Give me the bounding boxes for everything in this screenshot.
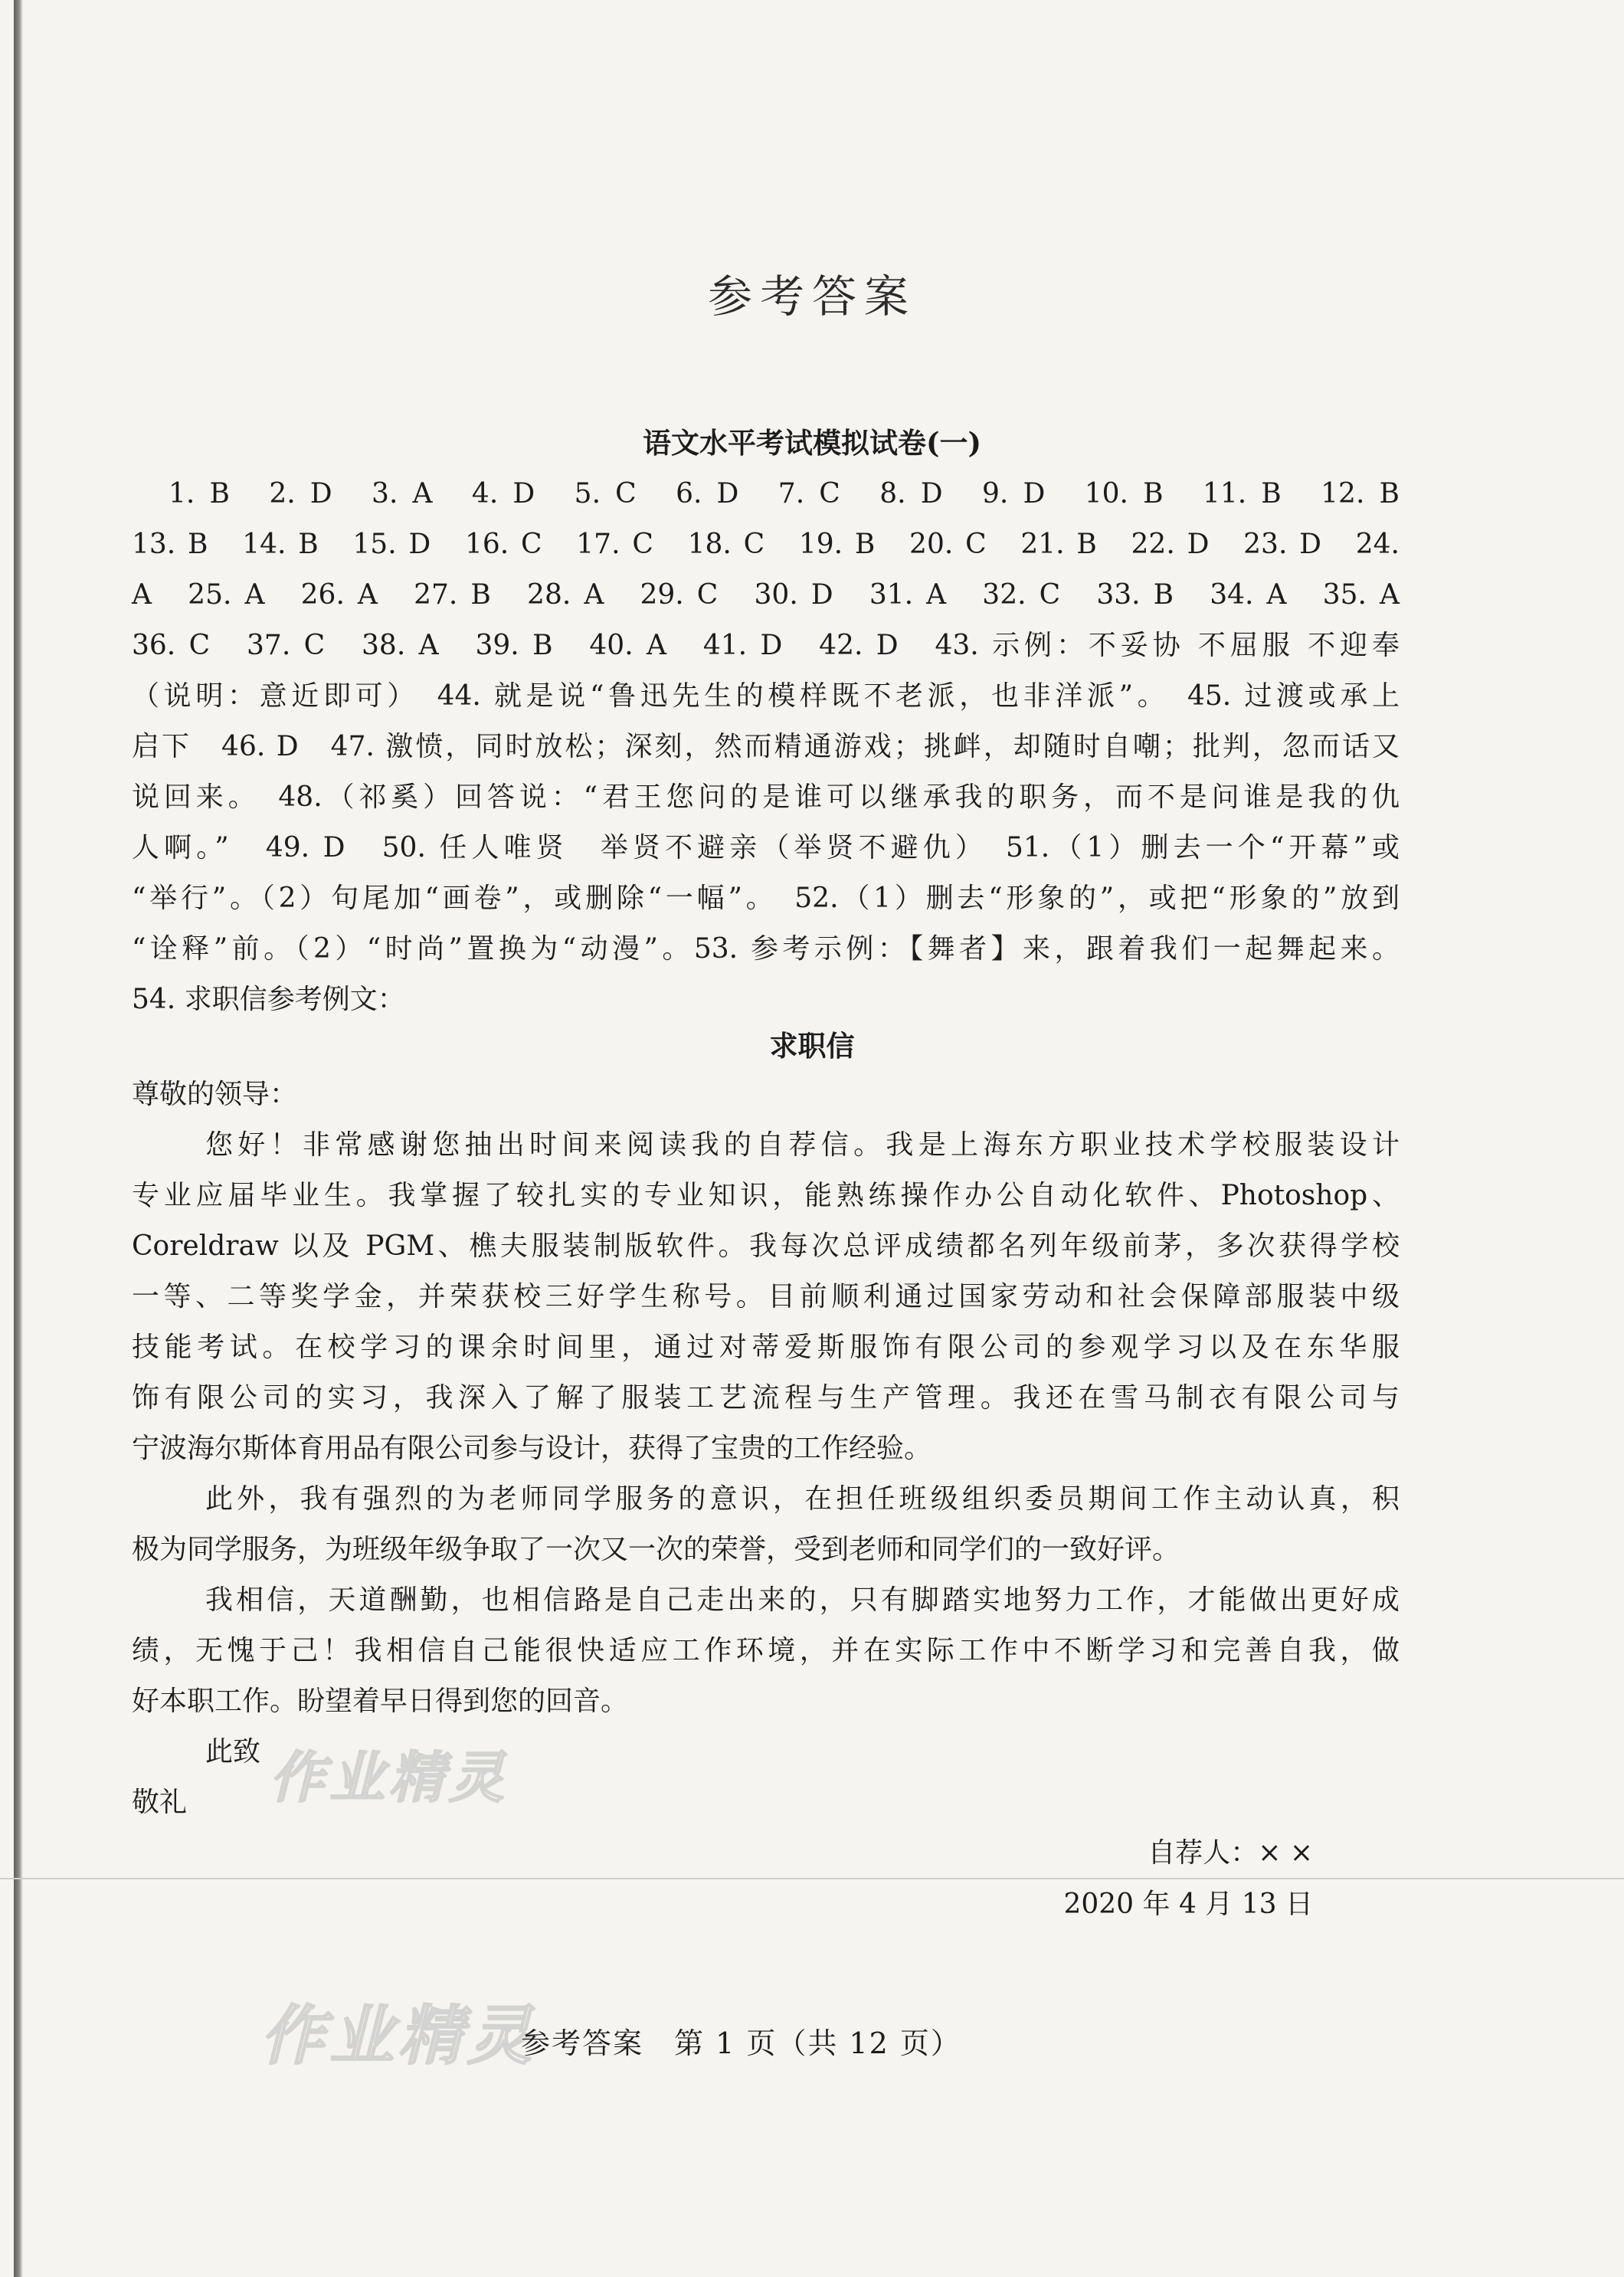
answer-line: 13. B 14. B 15. D 16. C 17. C 18. C 19. B 20. C 21. B 22. D 23. D 24.: [132, 529, 1400, 560]
watermark: 作业精灵: [270, 1745, 509, 1810]
letter-line: 我相信，天道酬勤，也相信路是自己走出来的，只有脚踏实地努力工作，才能做出更好成: [205, 1584, 1400, 1616]
divider-line: [0, 1878, 1624, 1879]
letter-line: 专业应届毕业生。我掌握了较扎实的专业知识，能熟练操作办公自动化软件、Photoshop、: [132, 1180, 1400, 1211]
letter-regards: 敬礼: [132, 1787, 188, 1818]
answer-line: （说明：意近即可） 44. 就是说“鲁迅先生的模样既不老派，也非洋派”。 45. 过渡或承上: [132, 680, 1400, 712]
answer-list: [132, 469, 1400, 1025]
answer-line: “诠释”前。（2）“时尚”置换为“动漫”。53. 参考示例：【舞者】来，跟着我们一起舞起来。: [132, 933, 1400, 965]
page-title: 参考答案: [707, 270, 916, 323]
section-title: 语文水平考试模拟试卷(一): [642, 426, 981, 460]
answer-line: 54. 求职信参考例文：: [132, 984, 405, 1015]
answer-line: A 25. A 26. A 27. B 28. A 29. C 30. D 31. A 32. C 33. B 34. A 35. A: [132, 579, 1400, 611]
letter-line: 此外，我有强烈的为老师同学服务的意识，在担任班级组织委员期间工作主动认真，积: [205, 1483, 1400, 1515]
letter-line: 好本职工作。盼望着早日得到您的回音。: [132, 1686, 629, 1717]
page-footer: 参考答案 第 1 页（共 12 页）: [521, 2026, 961, 2060]
letter-title: 求职信: [769, 1029, 855, 1063]
letter-salutation: 尊敬的领导：: [132, 1079, 298, 1110]
letter-body: [132, 1070, 1400, 1828]
answer-line: 说回来。 48.（祁奚）回答说：“君王您问的是谁可以继承我的职务，而不是问谁是我的仇: [132, 781, 1400, 813]
letter-line: 技能考试。在校学习的课余时间里，通过对蒂爱斯服饰有限公司的参观学习以及在东华服: [132, 1332, 1400, 1363]
letter-line: 宁波海尔斯体育用品有限公司参与设计，获得了宝贵的工作经验。: [132, 1433, 932, 1464]
answer-line: “举行”。（2）句尾加“画卷”，或删除“一幅”。 52.（1）删去“形象的”，或把“形象的”放到: [132, 883, 1400, 914]
letter-line: 绩，无愧于己！我相信自己能很快适应工作环境，并在实际工作中不断学习和完善自我，做: [132, 1635, 1400, 1666]
watermark: 作业精灵: [260, 1998, 537, 2073]
answer-line: 人啊。” 49. D 50. 任人唯贤 举贤不避亲（举贤不避仇） 51.（1）删去一个“开幕”或: [132, 832, 1400, 863]
letter-line: 一等、二等奖学金，并荣获校三好学生称号。目前顺利通过国家劳动和社会保障部服装中级: [132, 1281, 1400, 1312]
answer-line: 启下 46. D 47. 激愤，同时放松；深刻，然而精通游戏；挑衅，却随时自嘲；批判，忽而话又: [132, 731, 1400, 762]
answer-line: 36. C 37. C 38. A 39. B 40. A 41. D 42. D 43. 示例：不妥协 不屈服 不迎奉: [132, 630, 1400, 661]
answer-line: 1. B 2. D 3. A 4. D 5. C 6. D 7. C 8. D 9. D 10. B 11. B 12. B: [169, 478, 1400, 509]
letter-closing: 此致: [205, 1736, 261, 1768]
scan-edge: [14, 0, 23, 2277]
letter-line: 饰有限公司的实习，我深入了解了服装工艺流程与生产管理。我还在雪马制衣有限公司与: [132, 1382, 1400, 1414]
letter-line: Coreldraw 以及 PGM、樵夫服装制版软件。我每次总评成绩都名列年级前茅，多次获得学校: [132, 1230, 1400, 1262]
signature-date: 2020 年 4 月 13 日: [1063, 1889, 1313, 1920]
signature: 自荐人：× ×: [1148, 1837, 1313, 1869]
letter-line: 您好！非常感谢您抽出时间来阅读我的自荐信。我是上海东方职业技术学校服装设计: [205, 1129, 1400, 1161]
letter-line: 极为同学服务，为班级年级争取了一次又一次的荣誉，受到老师和同学们的一致好评。: [132, 1534, 1180, 1565]
